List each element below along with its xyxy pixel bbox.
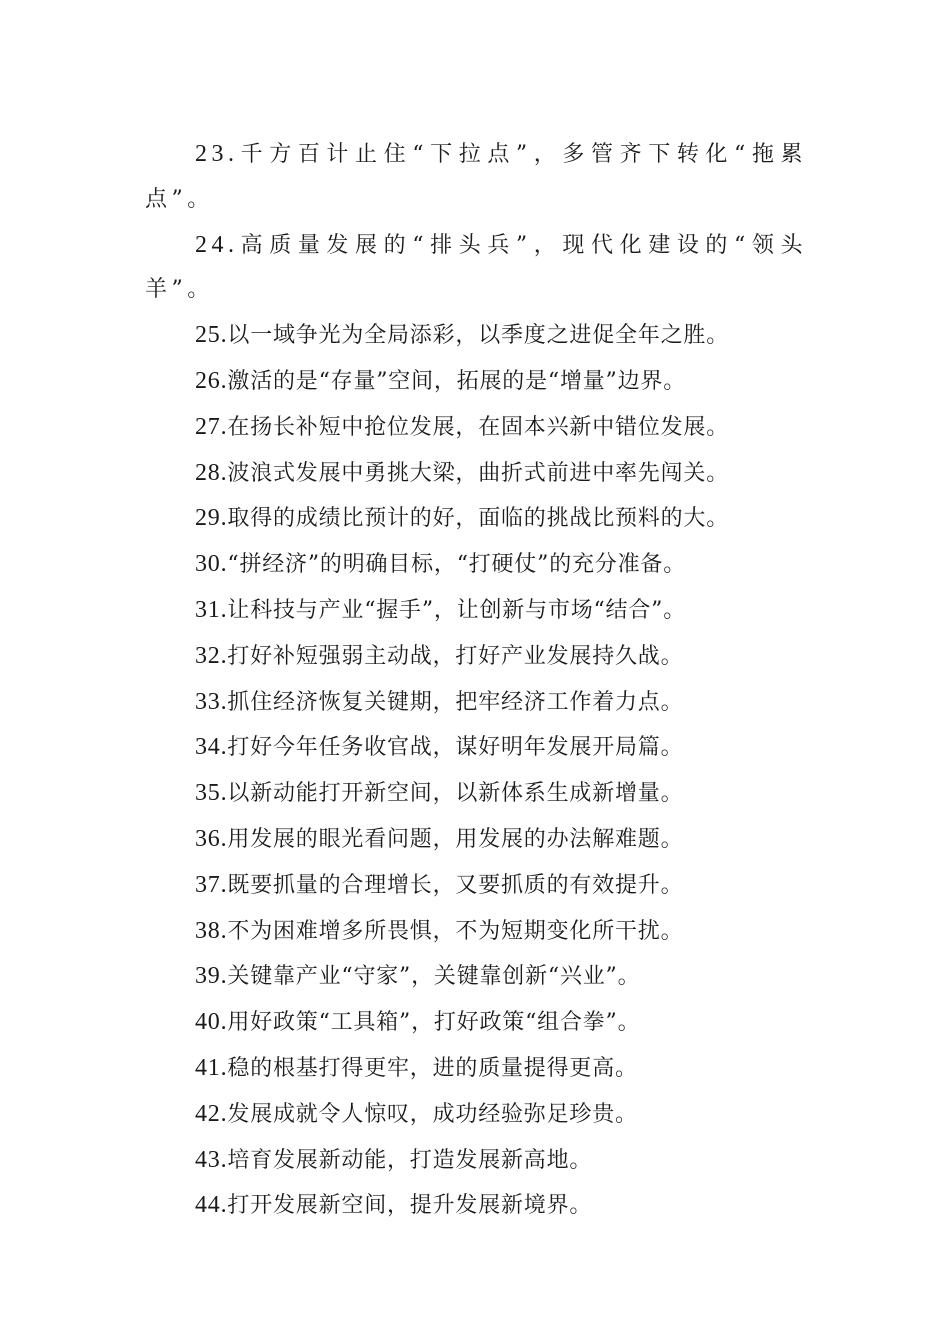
item-number: 44. (195, 1192, 228, 1219)
item-text: 用发展的眼光看问题，用发展的办法解难题。 (227, 826, 684, 852)
item-number: 43. (195, 1146, 228, 1173)
item-text: 培育发展新动能，打造发展新高地。 (227, 1147, 593, 1173)
item-number: 42. (195, 1100, 228, 1127)
item-number: 38. (195, 917, 228, 944)
item-number: 26. (195, 367, 228, 394)
list-item (145, 725, 807, 771)
list-item (145, 1092, 807, 1138)
list-item (145, 451, 807, 497)
list-item (145, 817, 807, 863)
list-item (145, 223, 807, 314)
list-item (145, 680, 807, 726)
item-text: 波浪式发展中勇挑大梁，曲折式前进中率先闯关。 (227, 460, 730, 486)
item-text: 在扬长补短中抢位发展，在固本兴新中错位发展。 (227, 414, 730, 440)
list-item (145, 1138, 807, 1184)
list-item (145, 954, 807, 1000)
item-text: 激活的是“存量”空间，拓展的是“增量”边界。 (227, 368, 686, 394)
list-item (145, 132, 807, 223)
item-text: 用好政策“工具箱”，打好政策“组合拳”。 (227, 1010, 641, 1036)
list-item (145, 634, 807, 680)
item-text: “拼经济”的明确目标，“打硬仗”的充分准备。 (227, 552, 686, 578)
item-text: 打好补短强弱主动战，打好产业发展持久战。 (227, 643, 684, 669)
item-number: 36. (195, 825, 228, 852)
list-item (145, 405, 807, 451)
item-number: 41. (195, 1054, 228, 1081)
item-number: 35. (195, 780, 228, 807)
item-number: 23. (195, 141, 239, 167)
item-number: 37. (195, 871, 228, 898)
item-text: 打开发展新空间，提升发展新境界。 (227, 1193, 593, 1219)
list-item (145, 313, 807, 359)
list-item (145, 359, 807, 405)
list-item (145, 496, 807, 542)
item-text: 以一域争光为全局添彩，以季度之进促全年之胜。 (227, 323, 730, 349)
item-number: 34. (195, 734, 228, 761)
item-text: 取得的成绩比预计的好，面临的挑战比预料的大。 (227, 506, 730, 532)
item-number: 33. (195, 688, 228, 715)
item-text: 抓住经济恢复关键期，把牢经济工作着力点。 (227, 689, 684, 715)
item-number: 27. (195, 413, 228, 440)
item-number: 30. (195, 551, 228, 578)
item-number: 31. (195, 596, 228, 623)
list-item (145, 588, 807, 634)
list-item (145, 1183, 807, 1229)
item-text: 千方百计止住“下拉点”，多管齐下转化“拖累点”。 (145, 142, 807, 212)
item-number: 25. (195, 322, 228, 349)
list-item (145, 909, 807, 955)
item-text: 发展成就令人惊叹，成功经验弥足珍贵。 (227, 1101, 638, 1127)
item-number: 40. (195, 1009, 228, 1036)
item-text: 打好今年任务收官战，谋好明年发展开局篇。 (227, 735, 684, 761)
item-number: 29. (195, 505, 228, 532)
item-text: 关键靠产业“守家”，关键靠创新“兴业”。 (227, 964, 641, 990)
item-number: 28. (195, 459, 228, 486)
item-number: 24. (195, 231, 239, 258)
list-item (145, 1046, 807, 1092)
item-text: 稳的根基打得更牢，进的质量提得更高。 (227, 1055, 638, 1081)
item-text: 既要抓量的合理增长，又要抓质的有效提升。 (227, 872, 684, 898)
list-item (145, 1000, 807, 1046)
item-text: 让科技与产业“握手”，让创新与市场“结合”。 (227, 597, 686, 623)
item-number: 32. (195, 642, 228, 669)
list-item (145, 771, 807, 817)
list-item (145, 863, 807, 909)
list-item (145, 542, 807, 588)
item-number: 39. (195, 963, 228, 990)
item-text: 高质量发展的“排头兵”，现代化建设的“领头羊”。 (145, 232, 807, 303)
item-text: 不为困难增多所畏惧，不为短期变化所干扰。 (227, 918, 684, 944)
document-body (145, 132, 807, 1229)
item-text: 以新动能打开新空间，以新体系生成新增量。 (227, 781, 684, 807)
